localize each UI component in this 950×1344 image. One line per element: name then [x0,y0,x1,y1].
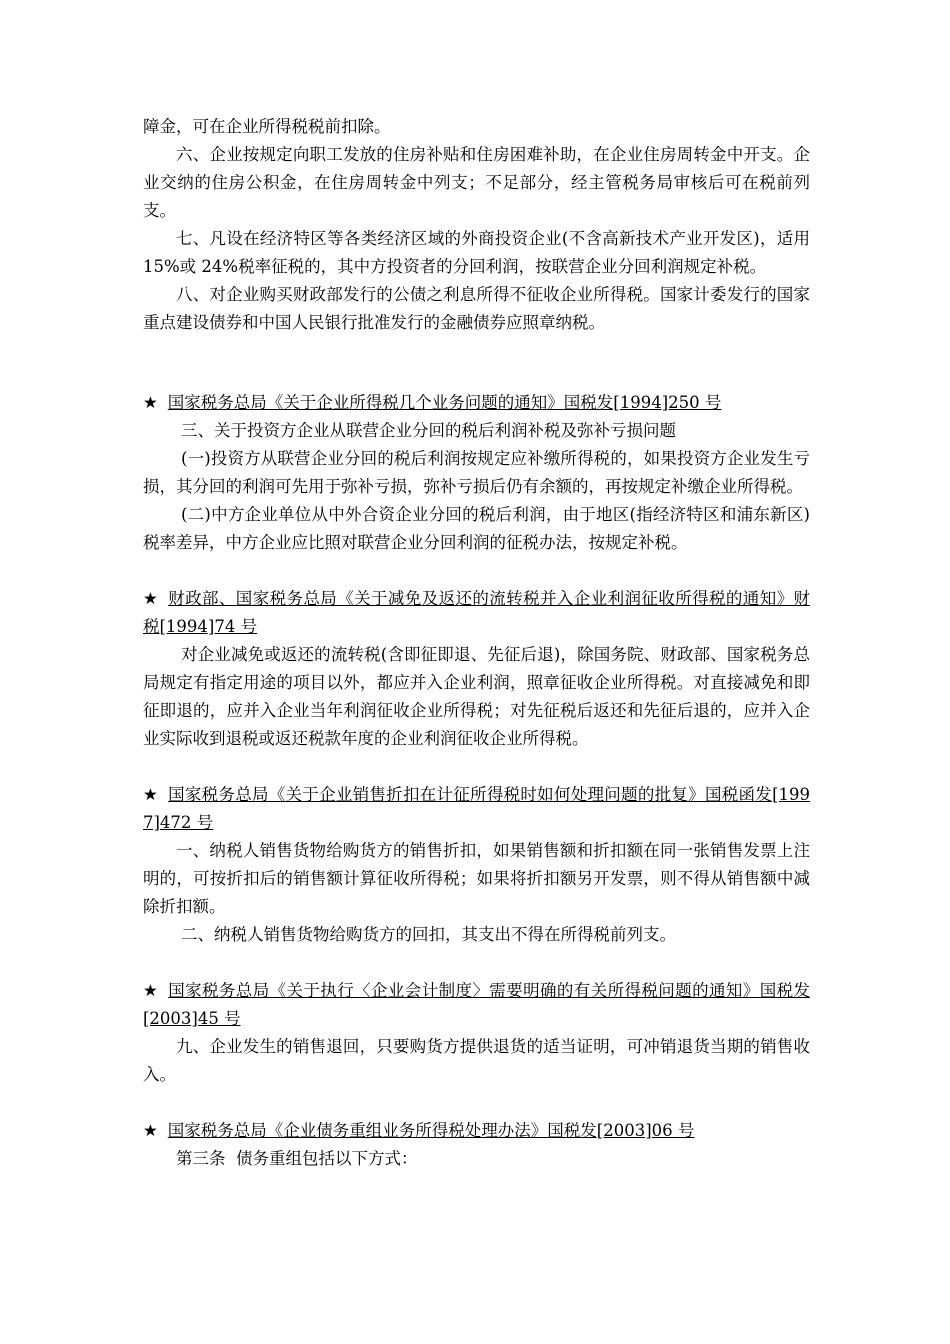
star-icon: ★ [143,589,159,608]
paragraph: 六、企业按规定向职工发放的住房补贴和住房困难补助，在企业住房周转金中开支。企业交纳的住房公积金，在住房周转金中列支；不足部分，经主管税务局审核后可在税前列支。 [143,145,810,220]
section-heading-title: 国家税务总局《关于企业销售折扣在计征所得税时如何处理问题的批复》国税函发[1997]472 号 [143,785,810,832]
section-heading-title: 国家税务总局《关于企业所得税几个业务问题的通知》国税发[1994]250 号 [167,393,722,412]
paragraph: 九、企业发生的销售退回，只要购货方提供退货的适当证明，可冲销退货当期的销售收入。 [143,1037,810,1084]
star-icon: ★ [143,393,158,412]
document-page [143,113,816,1173]
spacer [143,949,810,977]
paragraph: 一、纳税人销售货物给购货方的销售折扣，如果销售额和折扣额在同一张销售发票上注明的，可按折扣后的销售额计算征收所得税；如果将折扣额另开发票，则不得从销售额中减除折扣额。 [143,841,810,916]
paragraph: 三、关于投资方企业从联营企业分回的税后利润补税及弥补亏损问题 [181,421,676,440]
spacer [143,557,810,585]
section-heading [143,781,810,837]
paragraph: (二)中方企业单位从中外合资企业分回的税后利润，由于地区(指经济特区和浦东新区)税率差异，中方企业应比照对联营企业分回利润的征税办法，按规定补税。 [143,505,810,552]
section-heading [143,389,810,417]
spacer [143,753,810,781]
paragraph: 对企业减免或返还的流转税(含即征即退、先征后退)，除国务院、财政部、国家税务总局规定有指定用途的项目以外，都应并入企业利润，照章征收企业所得税。对直接减免和即征即退的，应并入企业当年利润征收企业所得税；对先征税后返还和先征后退的，应并入企业实际收到退税或返还税款年度的企业利润征收企业所得税。 [143,645,810,748]
paragraph: 二、纳税人销售货物给购货方的回扣，其支出不得在所得税前列支。 [181,925,676,944]
section-heading [143,585,810,641]
paragraph: (一)投资方从联营企业分回的税后利润按规定应补缴所得税的，如果投资方企业发生亏损，其分回的利润可先用于弥补亏损，弥补亏损后仍有余额的，再按规定补缴企业所得税。 [143,449,810,496]
paragraph: 第三条 债务重组包括以下方式： [176,1149,418,1168]
section-heading [143,977,810,1033]
section-heading-title: 国家税务总局《关于执行〈企业会计制度〉需要明确的有关所得税问题的通知》国税发[2003]45 号 [143,981,811,1028]
section-heading-title: 财政部、国家税务总局《关于减免及返还的流转税并入企业利润征收所得税的通知》财税[1994]74 号 [143,589,811,636]
section-heading [143,1117,810,1145]
spacer [143,1089,810,1117]
paragraph: 七、凡设在经济特区等各类经济区域的外商投资企业(不含高新技术产业开发区)，适用 15%或 24%税率征税的，其中方投资者的分回利润，按联营企业分回利润规定补税。 [143,229,816,276]
section-heading-title: 国家税务总局《企业债务重组业务所得税处理办法》国税发[2003]06 号 [167,1121,695,1140]
star-icon: ★ [143,981,159,1000]
spacer [143,337,810,389]
paragraph: 八、对企业购买财政部发行的公债之利息所得不征收企业所得税。国家计委发行的国家重点建设债券和中国人民银行批准发行的金融债券应照章纳税。 [143,285,810,332]
star-icon: ★ [143,1121,158,1140]
star-icon: ★ [143,785,159,804]
paragraph: 障金，可在企业所得税税前扣除。 [143,117,391,136]
